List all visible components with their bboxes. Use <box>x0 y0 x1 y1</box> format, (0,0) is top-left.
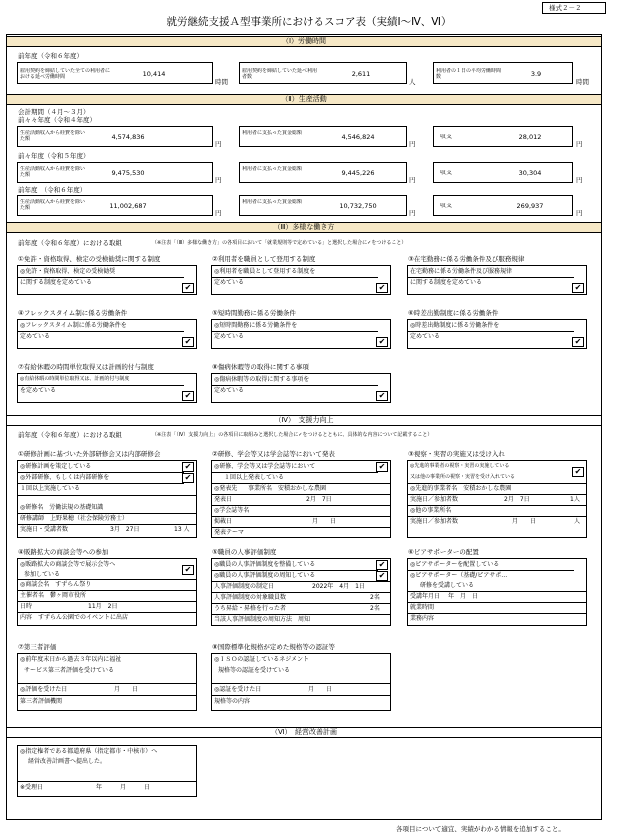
sec1-avg-value: 3.9 <box>530 70 542 78</box>
sec4-item3-text6: 実施日／参加者数 <box>410 518 459 525</box>
sec1-users-unit: 人 <box>409 78 416 86</box>
sec3-item7-text2: を定めている <box>20 387 57 394</box>
sec4-item1-checkbox2[interactable]: ✔ <box>182 473 194 483</box>
sec4-item1-head: ①研修計画に基づいた外部研修会又は内部研修会 <box>18 450 161 458</box>
sec4-item8-text2: 規格等の認証を受けている <box>218 667 291 674</box>
sec4-item2-text6: 掲載日 <box>214 518 233 525</box>
sec4-item1-text6: 実施日・受講者数 <box>20 526 69 533</box>
sec4-item3-checkbox1[interactable]: ✔ <box>572 467 584 477</box>
sec4-item5-count2: 2名 <box>370 605 380 612</box>
sec3-item6-checkbox[interactable]: ✔ <box>572 337 584 347</box>
sec3-item6-box <box>407 319 587 349</box>
sec4-item1-text2: ◎外部研修、もしくは内部研修を <box>20 474 110 481</box>
sec2-row3-income-unit: 円 <box>215 209 222 217</box>
sec3-item1-text2: に関する制度を定めている <box>20 279 93 286</box>
sec2-row2-balance-value: 30,304 <box>518 169 542 177</box>
sec4-item7-text3: ◎評価を受けた日 <box>20 686 68 693</box>
sec3-item8-text2: 定めている <box>214 387 245 394</box>
sec4-item6-text1: ◎ピアサポーターを配置している <box>410 561 500 568</box>
sec4-item2-checkbox1[interactable]: ✔ <box>376 462 388 472</box>
sec4-item1-box <box>17 460 197 538</box>
sec4-item5-text4: 人事評価制度の対象職員数 <box>214 594 287 601</box>
sec4-item7-head: ⑦第三者評価 <box>18 643 57 651</box>
sec3-item7-box <box>17 373 197 403</box>
sec2-row3-balance-label: 収支 <box>440 203 453 209</box>
sec4-item3-text5: ◎他の事業所名 <box>410 507 452 514</box>
section-2-header: （Ⅱ）生産活動 <box>6 94 602 105</box>
sec2-row3-balance-unit: 円 <box>576 209 583 217</box>
sec4-item2-text7: 発表テーマ <box>214 529 245 536</box>
sec4-item3-date: 2月 7日 <box>504 496 530 503</box>
sec4-item3-text3: ◎先進的事業者名 安積おかしな農園 <box>410 485 512 492</box>
sec6-text2: 経営改善計画書へ提出した。 <box>28 758 107 765</box>
sec3-item1-text1: ◎免許・資格取得、検定の受検勧奨 <box>20 268 116 275</box>
sec2-row1-income <box>17 126 213 147</box>
sec2-row1-wage-value: 4,546,824 <box>341 133 375 141</box>
sec2-row3-income-label: 生産活動収入から経費を除いた額 <box>20 199 86 211</box>
sec3-item3-head: ③在宅勤務に係る労働条件及び服務規律 <box>408 255 525 263</box>
sec1-field-hours <box>17 62 213 84</box>
sec2-row2-income <box>17 162 213 183</box>
sec4-item3-box <box>407 460 587 538</box>
sec4-item3-head: ③視察・実習の実施又は受け入れ <box>408 450 505 458</box>
sec4-item3-text2: 又は他の事業所の視察・実習を受け入れている <box>410 474 516 480</box>
sec4-item2-text4: 発表日 <box>214 496 233 503</box>
sec1-hours-unit: 時間 <box>215 78 228 86</box>
sec3-item4-box <box>17 319 197 349</box>
sec3-item4-text2: 定めている <box>20 333 51 340</box>
sec4-item5-date: 2022年 4月 1日 <box>312 583 365 590</box>
sec2-row3-balance-value: 269,937 <box>516 202 544 210</box>
sec4-item3-date2: 月 日 <box>512 518 537 525</box>
sec6-date: 年 月 日 <box>96 784 151 791</box>
sec3-item5-box <box>211 319 391 349</box>
sec2-row3-wage-value: 10,732,750 <box>339 202 377 210</box>
sec4-item5-count: 2名 <box>370 594 380 601</box>
sec4-item6-text6: 業務内容 <box>410 615 435 622</box>
sec4-item8-box <box>211 653 391 711</box>
sec3-item5-text2: 定めている <box>214 333 245 340</box>
sec4-item1-text5: 研修講師 上野果穂（社会保険労務士） <box>20 515 129 522</box>
sec4-item8-head: ⑧国際標準化規格が定めた規格等の認証等 <box>212 643 335 651</box>
sec4-item3-text4: 実施日／参加者数 <box>410 496 459 503</box>
sec2-row2-balance-label: 収支 <box>440 170 453 176</box>
sec4-item4-text4: 主催者名 鬱ヶ岡市役所 <box>20 592 87 599</box>
section-3-header: （Ⅲ）多様な働き方 <box>6 222 602 233</box>
sec4-item5-text1: ◎職員の人事評価制度を整備している <box>214 561 316 568</box>
sec4-item4-text6: 内容 すずらん公園でのイベントに出店 <box>20 614 129 621</box>
sec2-row1-income-value: 4,574,836 <box>111 133 145 141</box>
sec2-row1-balance <box>433 126 573 147</box>
sec2-row3-wage-unit: 円 <box>409 209 416 217</box>
sec2-row1-wage-label: 利用者に支払った賃金総額 <box>242 130 303 136</box>
sec3-item1-checkbox[interactable]: ✔ <box>182 283 194 293</box>
sec4-item2-text1: ◎研修、学会等又は学会誌等において <box>214 463 316 470</box>
sec3-item7-head: ⑦有給休暇の時間単位取得又は計画的付与制度 <box>18 363 154 371</box>
sec2-row1-balance-label: 収支 <box>440 134 453 140</box>
sec2-row1-income-label: 生産活動収入から経費を除いた額 <box>20 130 86 142</box>
sec4-item6-date: 年 月 日 <box>448 593 479 600</box>
sec4-item5-checkbox2[interactable]: ✔ <box>376 571 388 581</box>
sec4-item6-text3: 研修を受講している <box>420 582 475 589</box>
sec4-item1-text4: ◎研修名 労働法規の基礎知識 <box>20 504 104 511</box>
sec2-row1-balance-unit: 円 <box>576 140 583 148</box>
sec3-item3-text2: に関する制度を定めている <box>410 279 483 286</box>
sec4-item1-checkbox1[interactable]: ✔ <box>182 462 194 472</box>
sec4-item6-box <box>407 558 587 626</box>
sec3-note: （※注表「（Ⅲ）多様な働き方」の各項目において「就業規則等で定めている」と選択した場合に✓をつけること） <box>152 240 407 246</box>
sec1-field-users <box>239 62 407 84</box>
sec4-item6-text4: 受講年月日 <box>410 593 441 600</box>
sec4-item7-text1: ◎前年度末日から過去３年以内に福祉 <box>20 656 122 663</box>
section-4-header: （Ⅳ） 支援力向上 <box>6 415 602 426</box>
sec2-period: 会計期間（４月～３月） <box>18 108 90 116</box>
sec3-item7-text1: ◎有給休暇の時間単位取得又は、計画的付与制度 <box>20 376 130 382</box>
sec4-item6-head: ⑥ピアサポーターの配置 <box>408 548 479 556</box>
sec4-item1-count: 13 人 <box>174 526 190 533</box>
sec2-row2-year: 前々年度（令和５年度） <box>18 152 90 160</box>
section-1-header: （Ⅰ）労働時間 <box>6 36 602 47</box>
sec4-item4-box <box>17 558 197 626</box>
sec3-intro: 前年度（令和６年度）における取組 <box>18 239 122 247</box>
form-id-box <box>542 2 606 14</box>
sec4-item7-text2: サービス第三者評価を受けている <box>24 667 115 674</box>
sec4-item1-date: 3月 27日 <box>110 526 140 533</box>
sec4-item3-text1: ◎先進的事業者の視察・実習の実施している <box>410 463 510 469</box>
sec4-item5-head: ⑤職員の人事評価制度 <box>212 548 277 556</box>
sec4-item3-count2: 人 <box>574 518 581 525</box>
sec4-item2-date: 2月 7日 <box>306 496 332 503</box>
sec1-avg-unit: 時間 <box>576 78 589 86</box>
sec2-row2-balance-unit: 円 <box>576 176 583 184</box>
sec3-item6-text1: ◎時差出勤制度に係る労働条件を <box>410 322 500 329</box>
sec3-item5-text1: ◎短時間勤務に係る労働条件を <box>214 322 298 329</box>
sec3-item1-box <box>17 265 197 295</box>
sec3-item2-text2: 定めている <box>214 279 245 286</box>
sec4-item2-text2: １回以上発表している <box>224 474 285 481</box>
form-id: 様式２－２ <box>549 4 582 12</box>
sec4-item3-count: 1人 <box>570 496 580 503</box>
sec1-year: 前年度（令和６年度） <box>18 52 83 60</box>
sec3-item8-box <box>211 373 391 403</box>
sec4-item8-text4: 規格等の内容 <box>214 698 251 705</box>
sec2-row1-balance-value: 28,012 <box>518 133 542 141</box>
sec4-item4-text2: 参加している <box>24 571 61 578</box>
sec4-item8-date: 月 日 <box>308 686 333 693</box>
sec2-row3-income-value: 11,002,687 <box>109 202 147 210</box>
sec3-item2-box <box>211 265 391 295</box>
sec2-row2-wage-unit: 円 <box>409 176 416 184</box>
sec3-item1-head: ①免許・資格取得、検定の受検勧奨に関する制度 <box>18 255 161 263</box>
footer-note: 各項目について適宜、実績がわかる情報を追加すること。 <box>396 825 565 833</box>
sec2-row2-income-value: 9,475,530 <box>111 169 145 177</box>
sec4-item2-text3: ◎発表先 <box>214 485 238 492</box>
sec4-item7-box <box>17 653 197 711</box>
sec2-row2-income-label: 生産活動収入から経費を除いた額 <box>20 166 86 178</box>
sec2-row2-income-unit: 円 <box>215 176 222 184</box>
sec1-field-avg <box>433 62 573 84</box>
sec3-item4-checkbox[interactable]: ✔ <box>182 337 194 347</box>
sec4-item2-box <box>211 460 391 538</box>
sec3-item5-checkbox[interactable]: ✔ <box>376 337 388 347</box>
sec2-row2-balance <box>433 162 573 183</box>
sec4-item1-text3: １回以上実施している <box>20 485 81 492</box>
sec4-item2-venue: 事業所名 安積おかしな農園 <box>248 485 327 492</box>
sec4-item6-text5: 就業時間 <box>410 604 435 611</box>
sec4-item4-text3: ◎商談会名 すずらん祭り <box>20 581 92 588</box>
sec3-item6-head: ⑥時差出勤制度に係る労働条件 <box>408 309 499 317</box>
sec3-item6-text2: 定めている <box>410 333 441 340</box>
sec2-row2-wage-label: 利用者に支払った賃金総額 <box>242 166 303 172</box>
sec4-item4-text5: 日時 <box>20 603 33 610</box>
sec4-item2-text5: ◎学会誌等名 <box>214 507 250 514</box>
sec2-row3-income <box>17 195 213 216</box>
sec3-item2-checkbox[interactable]: ✔ <box>376 283 388 293</box>
sec6-box <box>17 745 197 797</box>
sec2-row3-year: 前年度 （令和６年度） <box>18 186 87 194</box>
sec2-row3-wage-label: 利用者に支払った賃金総額 <box>242 199 303 205</box>
sec2-row3-balance <box>433 195 573 216</box>
sec4-item2-head: ②研修、学会等又は学会誌等において発表 <box>212 450 335 458</box>
sec4-item1-text1: ◎研修計画を策定している <box>20 463 92 470</box>
sec2-row2-wage <box>239 162 407 183</box>
sec3-item2-text1: ◎利用者を職員として登用する制度を <box>214 268 316 275</box>
page-title: 就労継続支援Ａ型事業所におけるスコア表（実績Ⅰ～Ⅳ、Ⅵ） <box>166 16 452 28</box>
sec1-avg-label: 利用者の１日の平均労働時間数 <box>436 68 502 80</box>
sec4-item8-text3: ◎認証を受けた日 <box>214 686 262 693</box>
sec3-item3-text1: 在宅勤務に係る労働条件及び服務規律 <box>410 268 513 275</box>
sec2-row1-wage <box>239 126 407 147</box>
sec3-item3-checkbox[interactable]: ✔ <box>572 283 584 293</box>
sec2-row1-income-unit: 円 <box>215 140 222 148</box>
sec4-item2-date2: 月 日 <box>312 518 337 525</box>
sec1-users-value: 2,611 <box>351 70 371 78</box>
sec4-item4-text1: ◎販路拡大の商談会等で展示会等へ <box>20 561 116 568</box>
sec4-item4-head: ④販路拡大の商談会等への参加 <box>18 548 109 556</box>
sec4-item4-date: 11月 2日 <box>88 603 118 610</box>
sec2-row1-year: 前々々年度（令和４年度） <box>18 116 96 124</box>
sec4-note: （※注表「（Ⅳ）支援力向上」の各項目に取組みと選択した場合に✓をつけるとともに、具体的な内容について記載すること） <box>152 432 433 438</box>
sec4-item7-text4: 第三者評価機関 <box>20 698 63 705</box>
sec1-hours-label: 雇用契約を締結していた全ての利用者における延べ労働時間 <box>20 68 111 80</box>
sec4-item5-box <box>211 558 391 626</box>
sec4-item4-checkbox1[interactable]: ✔ <box>182 565 194 575</box>
sec3-item8-text1: ◎傷病休暇等の取得に関する事項を <box>214 376 310 383</box>
sec4-item5-checkbox1[interactable]: ✔ <box>376 560 388 570</box>
sec3-item2-head: ②利用者を職員として登用する制度 <box>212 255 316 263</box>
sec1-users-label: 雇用契約を締結していた延べ利用者数 <box>242 68 318 80</box>
sec4-item7-date: 月 日 <box>114 686 139 693</box>
sec3-item3-box <box>407 265 587 295</box>
section-6-header: （Ⅵ） 経営改善計画 <box>6 727 602 738</box>
sec4-item5-text6: 当該人事評価制度の周知方法 周知 <box>214 616 311 623</box>
sec2-row2-wage-value: 9,445,226 <box>341 169 375 177</box>
sec4-item6-text2: ◎ピアサポーター（基礎/ピアサポ… <box>410 572 508 579</box>
sec3-item5-head: ⑤短時間勤務に係る労働条件 <box>212 309 296 317</box>
sec6-text3: ※受理日 <box>20 784 44 791</box>
sec6-text1: ◎指定権者である都道府県（指定都市・中核市）へ <box>20 748 158 755</box>
sec4-item8-text1: ◎ＩＳＯの認証しているネジメント <box>214 656 310 663</box>
sec2-row1-wage-unit: 円 <box>409 140 416 148</box>
sec4-intro: 前年度（令和６年度）における取組 <box>18 431 122 439</box>
sec3-item8-checkbox[interactable]: ✔ <box>376 391 388 401</box>
sec3-item8-head: ⑧傷病休暇等の取得に関する事項 <box>212 363 309 371</box>
sec1-hours-value: 10,414 <box>142 70 166 78</box>
sec4-item5-text2: ◎職員の人事評価制度の周知している <box>214 572 316 579</box>
sec2-row3-wage <box>239 195 407 216</box>
sec4-item5-text5: うち昇給・昇格を行った者 <box>214 605 287 612</box>
sec3-item4-text1: ◎フレックスタイム制に係る労働条件を <box>20 322 127 329</box>
sec3-item4-head: ④フレックスタイム制に係る労働条件 <box>18 309 128 317</box>
sec3-item7-checkbox[interactable]: ✔ <box>182 391 194 401</box>
sec4-item5-text3: 人事評価制度の制定日 <box>214 583 275 590</box>
